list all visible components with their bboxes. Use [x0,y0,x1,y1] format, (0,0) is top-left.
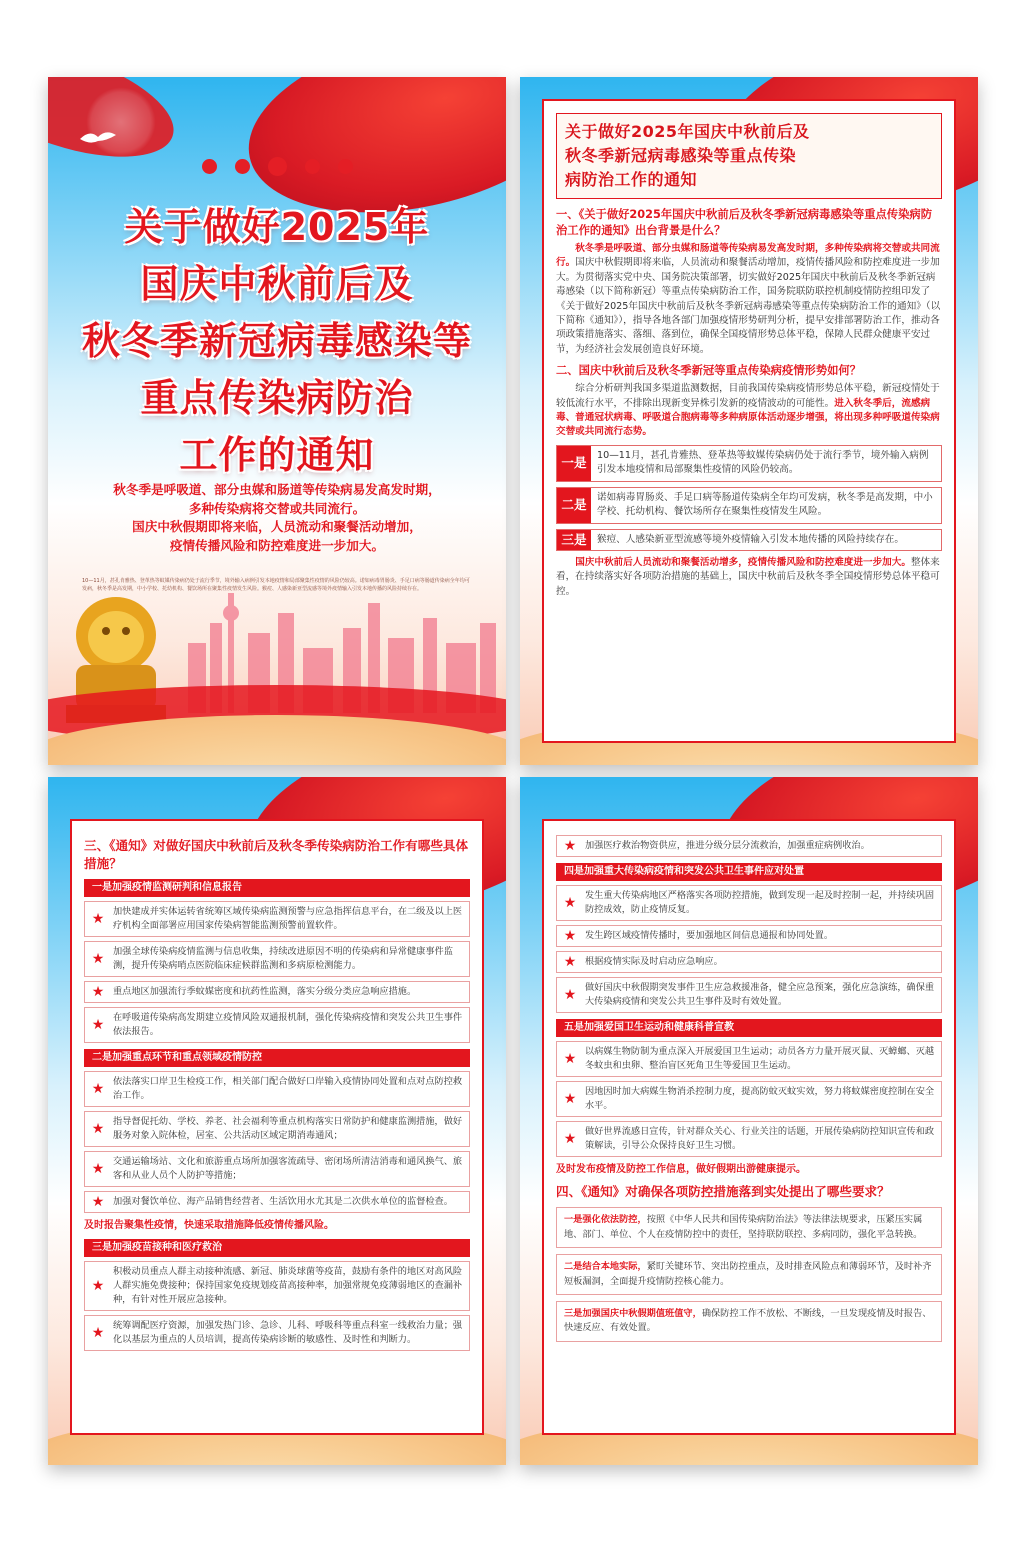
row-text: 10—11月，甚孔肯雅热、登革热等蚊媒传染病仍处于流行季节，境外输入病例引发本地疫情和局部聚集性疫情的风险仍较高。 [597,449,929,476]
item-text: 加快建成并实体运转省统筹区域传染病监测预警与应急指挥信息平台，在二级及以上医疗机构全面部署应用国家传染病智能监测预警前置软件。 [113,906,463,931]
list-item [556,1081,942,1117]
paragraph [556,382,942,440]
list-item [556,951,942,973]
list-item [84,1261,470,1311]
red-star-icon: ★ [91,1325,105,1342]
red-note: 及时发布疫情及防控工作信息，做好假期出游健康提示。 [556,1164,806,1175]
list-item [84,1151,470,1187]
item-text: 加强医疗救治物资供应，推进分级分层分流救治，加强重症病例收治。 [585,840,870,851]
red-lead-text: 秋冬季是呼吸道、部分虫媒和肠道等传染病易发高发时期，多种传染病将交替或共同流行。 [556,243,940,269]
question-heading: 二、国庆中秋前后及秋冬季新冠等重点传染病疫情形势如何？ [556,364,862,378]
poster-panel-measures [48,777,506,1465]
body-text: 综合分析研判我国多渠道监测数据，目前我国传染病疫情形势总体平稳，新冠疫情处于较低流行水平，不排除出现新变异株引发新的疫情波动的可能性。 [556,383,940,409]
item-text: 因地因时加大病媒生物消杀控制力度，提高防蚊灭蚊实效，努力将蚊媒密度控制在安全水平。 [585,1086,935,1111]
dove-icon [78,127,118,147]
red-star-icon: ★ [563,1090,577,1107]
red-star-icon: ★ [91,1160,105,1177]
paragraph [556,556,942,599]
red-star-icon: ★ [91,1120,105,1137]
list-item [84,1111,470,1147]
cover-intro-line: 疫情传播风险和防控难度进一步加大。 [169,537,385,553]
red-star-icon: ★ [91,1278,105,1295]
red-star-icon: ★ [563,953,577,970]
red-star-icon: ★ [563,837,577,854]
content-frame [542,99,956,743]
section-bar: 二是加强重点环节和重点领域疫情防控 [84,1049,470,1067]
section-bar: 五是加强爱国卫生运动和健康科普宣教 [556,1019,942,1037]
list-item [556,925,942,947]
red-lead-text: 二是结合本地实际， [564,1261,647,1273]
section-bar: 三是加强疫苗接种和医疗救治 [84,1239,470,1257]
row-label: 一是 [557,446,591,481]
row-text: 诺如病毒胃肠炎、手足口病等肠道传染病全年均可发病，秋冬季是高发期，中小学校、托幼机构、餐饮场所存在聚集性疫情发生风险。 [597,491,933,518]
red-star-icon: ★ [91,1016,105,1033]
body-text: 确保防控工作不放松、不断线，一旦发现疫情及时报告、快速反应、有效处置。 [564,1308,932,1334]
requirement-box [556,1207,942,1248]
section-bar: 四是加强重大传染病疫情和突发公共卫生事件应对处置 [556,863,942,881]
item-text: 加强全球传染病疫情监测与信息收集，持续改进原因不明的传染病和异常健康事件监测，提升传染病哨点医院临床症候群监测和多病原检测能力。 [113,946,453,971]
section-bar: 一是加强疫情监测研判和信息报告 [84,879,470,897]
item-text: 发生跨区域疫情传播时，要加强地区间信息通报和协同处置。 [585,930,834,941]
red-star-icon: ★ [91,983,105,1000]
list-item [556,977,942,1013]
list-item [556,445,942,482]
cover-intro-line: 多种传染病将交替或共同流行。 [188,500,366,516]
item-text: 做好国庆中秋假期突发事件卫生应急救援准备，健全应急预案，强化应急演练，确保重大传染病疫情和突发公共卫生事件及时有效处置。 [585,982,935,1007]
question-heading: 四、《通知》对确保各项防控措施落到实处提出了哪些要求？ [556,1184,890,1200]
item-text: 指导督促托幼、学校、养老、社会福利等重点机构落实日常防护和健康监测措施，做好服务对象入院体检，居室、公共活动区域定期消毒通风； [113,1116,463,1141]
list-item [84,1071,470,1107]
notice-title-line: 关于做好2025年国庆中秋前后及 [565,122,810,141]
row-label: 三是 [557,530,591,550]
red-star-icon: ★ [91,910,105,927]
list-item [556,487,942,524]
list-item [84,901,470,937]
cover-intro-line: 秋冬季是呼吸道、部分虫媒和肠道等传染病易发高发时期， [113,482,441,497]
body-text: 整体来看，在持续落实好各项防治措施的基础上，国庆中秋前后及秋冬季全国疫情形势总体平稳可控。 [556,556,940,597]
list-item [84,1007,470,1043]
content-frame [542,819,956,1435]
list-item [556,885,942,921]
item-text: 在呼吸道传染病高发期建立疫情风险双通报机制，强化传染病疫情和突发公共卫生事件依法报告。 [113,1012,463,1037]
list-item [556,1121,942,1157]
notice-title-line: 秋冬季新冠病毒感染等重点传染 [565,146,797,165]
notice-title-box [556,113,942,199]
question-heading: 一、《关于做好2025年国庆中秋前后及秋冬季新冠病毒感染等重点传染病防治工作的通知》出台背景是什么？ [556,208,932,237]
cover-title-line: 秋冬季新冠病毒感染等 [81,319,472,363]
cover-intro [68,481,486,555]
item-text: 根据疫情实际及时启动应急响应。 [585,956,723,967]
item-text: 做好世界流感日宣传，针对群众关心、行业关注的话题，开展传染病防控知识宣传和政策解读，引导公众保持良好卫生习惯。 [585,1126,935,1151]
red-lead-text: 国庆中秋前后人员流动和聚餐活动增多，疫情传播风险和防控难度进一步加大。 [575,556,911,568]
question-heading: 三、《通知》对做好国庆中秋前后及秋冬季传染病防治工作有哪些具体措施？ [84,838,469,871]
item-text: 加强对餐饮单位、海产品销售经营者、生活饮用水尤其是二次供水单位的监督检查。 [113,1196,453,1207]
cover-title-line: 重点传染病防治 [140,376,414,420]
row-text: 猴痘、人感染新亚型流感等境外疫情输入引发本地传播的风险持续存在。 [597,533,904,545]
red-note: 及时报告聚集性疫情，快速采取措施降低疫情传播风险。 [84,1220,334,1231]
red-emphasis-text: 进入秋冬季后，流感病毒、普通冠状病毒、呼吸道合胞病毒等多种病原体活动逐步增强，将出现多种呼吸道传染病交替或共同流行态势。 [556,397,940,438]
red-lead-text: 一是强化依法防控， [564,1214,647,1226]
content-frame [70,819,484,1435]
requirement-box [556,1301,942,1342]
list-item [556,529,942,551]
list-item [556,835,942,857]
cover-intro-line: 国庆中秋假期即将来临，人员流动和聚餐活动增加， [132,519,422,535]
item-text: 统筹调配医疗资源，加强发热门诊、急诊、儿科、呼吸科等重点科室一线救治力量；强化以基层为重点的人员培训，提高传染病诊断的敏感性、及时性和判断力。 [113,1320,463,1346]
poster-panel-background [520,77,978,765]
list-item [84,981,470,1003]
item-text: 发生重大传染病地区严格落实各项防控措施，做到发现一起及时控制一起，并持续巩固防控成效，防止疫情反复。 [585,890,935,915]
red-star-icon: ★ [563,927,577,944]
item-text: 积极动员重点人群主动接种流感、新冠、肺炎球菌等疫苗，鼓励有条件的地区对高风险人群实施免费接种；保持国家免疫规划疫苗高接种率，加强常规免疫薄弱地区的查漏补种，有针对性开展应急接种。 [113,1266,463,1306]
poster-panel-cover [48,77,506,765]
list-item [84,941,470,977]
cover-title-line: 国庆中秋前后及 [140,262,414,306]
body-text: 按照《中华人民共和国传染病防治法》等法律法规要求，压紧压实属地、部门、单位、个人在疫情防控中的责任，坚持联防联控、多病同防，强化平急转换。 [564,1214,923,1240]
item-text: 依法落实口岸卫生检疫工作，相关部门配合做好口岸输入疫情协同处置和点对点防控救治工作。 [113,1076,463,1101]
red-star-icon: ★ [91,1193,105,1210]
red-star-icon: ★ [563,1130,577,1147]
decorative-dots [48,157,506,178]
cover-small-text: 10—11月，甚孔肯雅热、登革热等蚊媒传染病仍处于流行季节，境外输入病例引发本地疫情和局部聚集性疫情的风险仍较高。诺如病毒胃肠炎、手足口病等肠道传染病全年均可发病，秋冬季是高发期，中小学校、托幼机构、餐饮场所在聚集性疫情发生风险。猴痘、人感染新亚型流感等境外疫情输入引发本地传播的风险持续存在。 [82,578,470,592]
poster-panel-requirements [520,777,978,1465]
red-star-icon: ★ [563,1050,577,1067]
row-label: 二是 [557,488,591,523]
paragraph [556,242,942,357]
list-item [84,1315,470,1351]
cover-title [48,199,506,484]
item-text: 重点地区加强流行季蚊媒密度和抗药性监测，落实分级分类应急响应措施。 [113,986,417,997]
requirement-box [556,1254,942,1295]
item-text: 以病媒生物防制为重点深入开展爱国卫生运动；动员各方力量开展灭鼠、灭蟑螂、灭越冬蚊虫和虫卵、整治盲区死角卫生等爱国卫生运动。 [585,1046,935,1071]
red-star-icon: ★ [563,894,577,911]
item-text: 交通运输场站、文化和旅游重点场所加强客流疏导、密闭场所清洁消毒和通风换气、旅客和从业人员个人防护等措施； [113,1156,463,1181]
red-star-icon: ★ [563,986,577,1003]
body-text: 紧盯关键环节、突出防控重点，及时排查风险点和薄弱环节，及时补齐短板漏洞，全面提升疫情防控核心能力。 [564,1261,932,1287]
list-item [84,1191,470,1213]
list-item [556,1041,942,1077]
red-star-icon: ★ [91,950,105,967]
cover-title-line: 工作的通知 [179,433,375,477]
cover-title-line: 关于做好2025年 [124,205,430,249]
red-lead-text: 三是加强国庆中秋假期值班值守， [564,1308,702,1320]
red-star-icon: ★ [91,1080,105,1097]
body-text: 国庆中秋假期即将来临，人员流动和聚餐活动增加，疫情传播风险和防控难度进一步加大。为贯彻落实党中央、国务院决策部署，切实做好2025年国庆中秋前后及秋冬季新冠病毒感染（以下简称新冠）等重点传染病防治工作，国务院联防联控机制疫情防控组印发了《关于做好2025年国庆中秋前后及秋冬季新冠病毒感染等重点传染病防治工作的通知》（以下简称《通知》），指导各地各部门加强疫情形势研判分析，提早安排部署防治工作，推动各项政策措施落实、落细、落到位，确保全国疫情形势总体平稳，保障人民群众健康平安过节，为经济社会发展创造良好环境。 [556,257,941,355]
notice-title-line: 病防治工作的通知 [565,170,698,189]
